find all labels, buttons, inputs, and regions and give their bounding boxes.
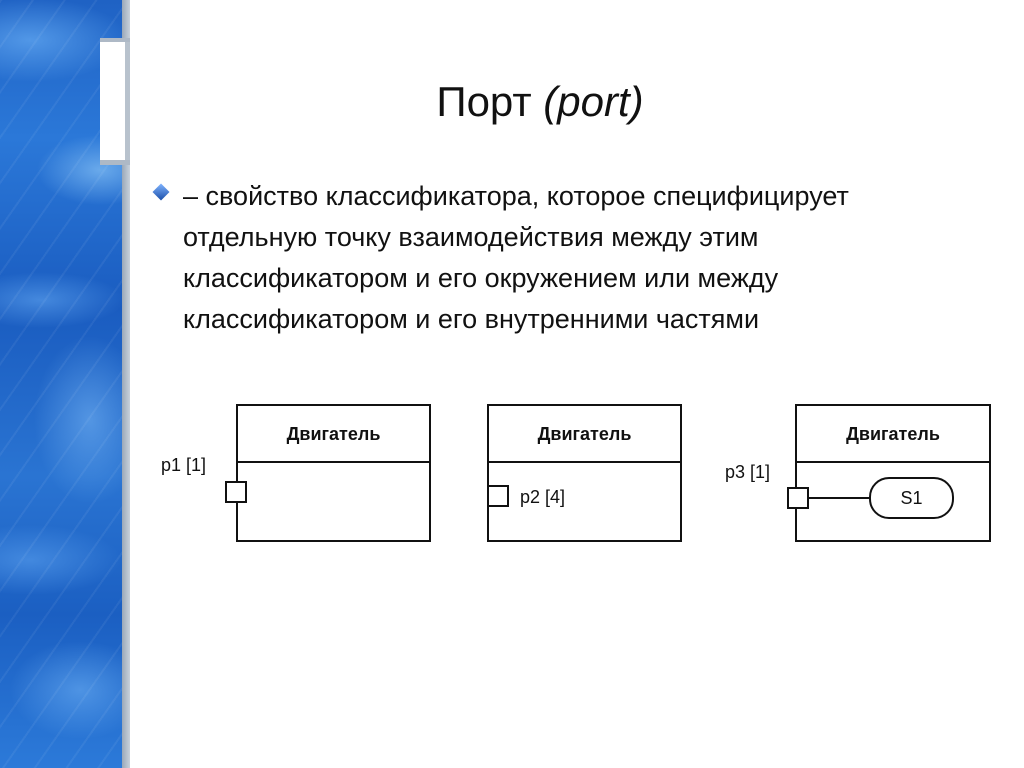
port-p2 bbox=[487, 485, 509, 507]
bullet-line: классификатором и его внутренними частями bbox=[183, 304, 760, 334]
port-p3 bbox=[787, 487, 809, 509]
bullet-line: отдельную точку взаимодействия между этим bbox=[183, 222, 759, 252]
bullet-line: классификатором и его окружением или между bbox=[183, 263, 779, 293]
port-label-p1: p1 [1] bbox=[161, 455, 207, 475]
class-name-3: Двигатель bbox=[797, 406, 989, 463]
title-main: Порт bbox=[436, 78, 544, 125]
port-label-p3: p3 [1] bbox=[725, 462, 771, 482]
bullet-line: – свойство классификатора, которое специфицирует bbox=[183, 181, 849, 211]
port-p1 bbox=[225, 481, 247, 503]
bullet-text bbox=[183, 176, 923, 340]
port-label-p2: p2 [4] bbox=[520, 487, 566, 507]
diamond-bullet-icon bbox=[153, 184, 170, 201]
class-name-2: Двигатель bbox=[489, 406, 680, 463]
title-italic: (port) bbox=[543, 78, 644, 125]
class-name-1: Двигатель bbox=[238, 406, 429, 463]
internal-part-s1: S1 bbox=[869, 477, 954, 519]
class-box-1 bbox=[236, 404, 431, 542]
class-box-3 bbox=[795, 404, 991, 542]
decorative-notch bbox=[100, 42, 130, 164]
slide-title bbox=[330, 78, 750, 126]
class-box-2 bbox=[487, 404, 682, 542]
decorative-notch-bottom bbox=[100, 160, 130, 165]
connector-line bbox=[809, 497, 871, 499]
